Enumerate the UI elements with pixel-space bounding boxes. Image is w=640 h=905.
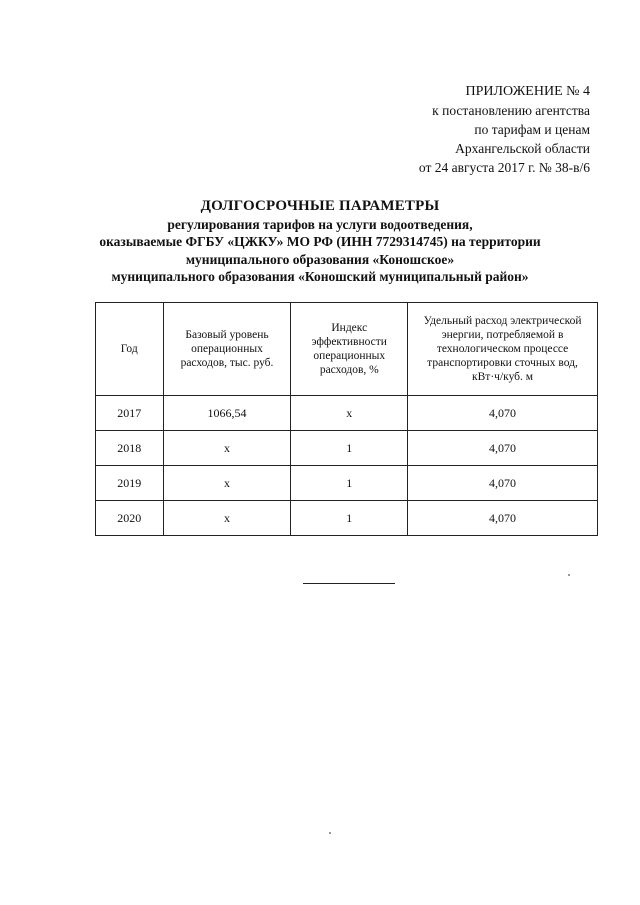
scan-speck: [568, 574, 570, 576]
table-header-row: [96, 303, 598, 396]
cell-energy: 4,070: [408, 431, 598, 466]
cell-base-level: x: [163, 431, 291, 466]
header-base-level: Базовый уровень операционных расходов, тыс. руб.: [163, 303, 291, 396]
title-line: регулирования тарифов на услуги водоотведения,: [167, 216, 473, 232]
cell-efficiency-index: 1: [291, 431, 408, 466]
cell-base-level: x: [163, 466, 291, 501]
title-line: муниципального образования «Коношское»: [185, 251, 455, 267]
table-row: [96, 431, 598, 466]
cell-year: 2017: [96, 396, 164, 431]
cell-base-level: x: [163, 501, 291, 536]
cell-energy: 4,070: [408, 466, 598, 501]
appendix-line: к постановлению агентства: [432, 103, 590, 118]
cell-year: 2019: [96, 466, 164, 501]
closing-divider: [303, 583, 395, 584]
cell-base-level: 1066,54: [163, 396, 291, 431]
appendix-date: от 24 августа 2017 г. № 38-в/6: [418, 160, 590, 175]
appendix-block: [419, 82, 590, 177]
title-line: муниципального образования «Коношский муниципальный район»: [111, 269, 529, 284]
document-title: ДОЛГОСРОЧНЫЕ ПАРАМЕТРЫ: [200, 198, 440, 214]
document-title-block: [90, 198, 550, 286]
cell-year: 2018: [96, 431, 164, 466]
appendix-line: по тарифам и ценам: [474, 122, 590, 137]
cell-efficiency-index: x: [291, 396, 408, 431]
table-row: [96, 466, 598, 501]
appendix-number: ПРИЛОЖЕНИЕ № 4: [465, 84, 590, 99]
cell-efficiency-index: 1: [291, 501, 408, 536]
header-energy-consumption: Удельный расход электрической энергии, потребляемой в технологическом процессе транспортировки сточных вод, кВт·ч/куб. м: [408, 303, 598, 396]
header-efficiency-index: Индекс эффективности операционных расходов, %: [291, 303, 408, 396]
cell-efficiency-index: 1: [291, 466, 408, 501]
cell-year: 2020: [96, 501, 164, 536]
header-year: Год: [96, 303, 164, 396]
cell-energy: 4,070: [408, 396, 598, 431]
table-row: [96, 501, 598, 536]
appendix-line: Архангельской области: [455, 141, 590, 156]
cell-energy: 4,070: [408, 501, 598, 536]
table-row: [96, 396, 598, 431]
title-line: оказываемые ФГБУ «ЦЖКУ» МО РФ (ИНН 7729314745) на территории: [99, 234, 541, 249]
scan-speck: [329, 832, 331, 834]
parameters-table: [95, 302, 598, 536]
